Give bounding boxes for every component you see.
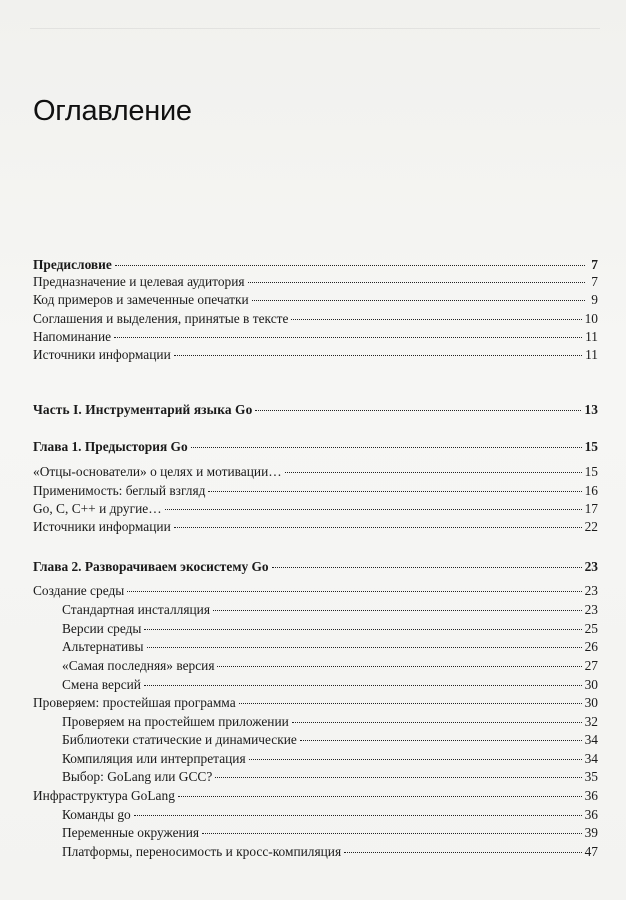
toc-entry[interactable] <box>33 787 598 804</box>
leader-dots <box>165 509 582 510</box>
leader-dots <box>144 685 582 686</box>
toc-entry-label: Go, C, C++ и другие… <box>33 501 162 516</box>
leader-dots <box>272 567 582 568</box>
toc-entry[interactable] <box>33 694 598 711</box>
toc-page-number: 23 <box>584 583 598 598</box>
toc-entry[interactable] <box>33 328 598 345</box>
toc-entry[interactable] <box>33 346 598 363</box>
toc-page-number: 13 <box>584 402 598 417</box>
toc-entry-label: Команды go <box>62 807 131 822</box>
toc-page-number: 26 <box>584 639 598 654</box>
toc-page-number: 23 <box>584 559 598 574</box>
toc-page-number: 36 <box>584 807 598 822</box>
toc-entry-label: Выбор: GoLang или GCC? <box>62 769 213 784</box>
leader-dots <box>344 852 581 853</box>
toc-entry[interactable] <box>33 310 598 327</box>
leader-dots <box>300 740 582 741</box>
leader-dots <box>202 833 582 834</box>
toc-page-number: 36 <box>584 788 598 803</box>
toc-entry-chapter-2[interactable] <box>33 558 598 575</box>
toc-page-number: 23 <box>584 602 598 617</box>
toc-page-number: 7 <box>591 257 598 272</box>
toc-entry-label: Смена версий <box>62 677 141 692</box>
toc-page-number: 16 <box>584 483 598 498</box>
toc-entry[interactable] <box>33 463 598 480</box>
toc-entry-label: Напоминание <box>33 329 112 344</box>
leader-dots <box>147 647 582 648</box>
toc-entry-label: Источники информации <box>33 347 171 362</box>
toc-entry-chapter-1[interactable] <box>33 438 598 455</box>
toc-page-number: 15 <box>584 439 598 454</box>
toc-entry-preface[interactable] <box>33 256 598 273</box>
toc-entry-label: Источники информации <box>33 519 171 534</box>
toc-entry-label: Проверяем: простейшая программа <box>33 695 236 710</box>
toc-entry-label: Соглашения и выделения, принятые в тексте <box>33 311 289 326</box>
leader-dots <box>174 355 582 356</box>
leader-dots <box>252 300 585 301</box>
leader-dots <box>248 282 585 283</box>
leader-dots <box>134 815 582 816</box>
toc-entry-label: Версии среды <box>62 621 142 636</box>
leader-dots <box>292 722 582 723</box>
toc-page-number: 35 <box>584 769 598 784</box>
toc-entry-label: Проверяем на простейшем приложении <box>62 714 289 729</box>
toc-entry[interactable] <box>62 601 598 618</box>
toc-page-number: 27 <box>584 658 598 673</box>
toc-page-number: 7 <box>591 274 598 289</box>
leader-dots <box>291 319 581 320</box>
toc-page-number: 30 <box>584 695 598 710</box>
toc-entry-label: Код примеров и замеченные опечатки <box>33 292 249 307</box>
leader-dots <box>215 777 581 778</box>
leader-dots <box>144 629 581 630</box>
toc-page-number: 34 <box>584 751 598 766</box>
toc-entry[interactable] <box>33 291 598 308</box>
toc-entry-label: Инфраструктура GoLang <box>33 788 175 803</box>
toc-entry[interactable] <box>33 582 598 599</box>
toc-entry[interactable] <box>33 482 598 499</box>
leader-dots <box>174 527 582 528</box>
toc-page-number: 9 <box>591 292 598 307</box>
leader-dots <box>115 265 585 266</box>
toc-entry-label: Стандартная инсталляция <box>62 602 210 617</box>
toc-entry-label: Глава 1. Предыстория Go <box>33 439 188 454</box>
toc-entry-label: Компиляция или интерпретация <box>62 751 246 766</box>
toc-entry[interactable] <box>62 657 598 674</box>
toc-entry-label: Часть I. Инструментарий языка Go <box>33 402 253 417</box>
toc-entry-label: Глава 2. Разворачиваем экосистему Go <box>33 559 269 574</box>
toc-entry[interactable] <box>62 676 598 693</box>
toc-entry[interactable] <box>62 824 598 841</box>
header-rule <box>30 14 600 29</box>
toc-page-number: 10 <box>584 311 598 326</box>
toc-entry-label: Альтернативы <box>62 639 144 654</box>
leader-dots <box>114 337 582 338</box>
toc-entry[interactable] <box>62 843 598 860</box>
toc-entry[interactable] <box>33 518 598 535</box>
leader-dots <box>239 703 582 704</box>
leader-dots <box>178 796 582 797</box>
toc-entry[interactable] <box>33 500 598 517</box>
toc-page-number: 34 <box>584 732 598 747</box>
toc-entry[interactable] <box>62 713 598 730</box>
toc-entry[interactable] <box>62 750 598 767</box>
toc-entry-label: Переменные окружения <box>62 825 200 840</box>
toc-page-number: 30 <box>584 677 598 692</box>
toc-entry-label: Библиотеки статические и динамические <box>62 732 297 747</box>
leader-dots <box>213 610 582 611</box>
toc-entry[interactable] <box>62 806 598 823</box>
leader-dots <box>255 410 581 411</box>
toc-page-number: 22 <box>584 519 598 534</box>
leader-dots <box>217 666 581 667</box>
toc-page-number: 32 <box>584 714 598 729</box>
toc-entry-label: «Самая последняя» версия <box>62 658 215 673</box>
toc-entry[interactable] <box>62 638 598 655</box>
toc-entry[interactable] <box>62 731 598 748</box>
leader-dots <box>249 759 582 760</box>
toc-page-number: 17 <box>584 501 598 516</box>
leader-dots <box>127 591 581 592</box>
toc-entry-label: Предназначение и целевая аудитория <box>33 274 245 289</box>
toc-entry-label: Предисловие <box>33 257 112 272</box>
toc-page-number: 11 <box>585 329 598 344</box>
toc-entry-label: «Отцы-основатели» о целях и мотивации… <box>33 464 282 479</box>
toc-page-number: 39 <box>584 825 598 840</box>
page-title: Оглавление <box>33 95 192 127</box>
toc-entry-label: Создание среды <box>33 583 125 598</box>
leader-dots <box>285 472 582 473</box>
leader-dots <box>191 447 582 448</box>
toc-page-number: 25 <box>584 621 598 636</box>
toc-entry-label: Применимость: беглый взгляд <box>33 483 206 498</box>
leader-dots <box>208 491 581 492</box>
toc-entry[interactable] <box>62 768 598 785</box>
toc-page-number: 47 <box>584 844 598 859</box>
toc-entry[interactable] <box>33 273 598 290</box>
toc-page-number: 15 <box>584 464 598 479</box>
toc-entry-label: Платформы, переносимость и кросс-компиляция <box>62 844 342 859</box>
toc-page-number: 11 <box>585 347 598 362</box>
toc-entry[interactable] <box>62 620 598 637</box>
toc-entry-part-1[interactable] <box>33 401 598 418</box>
